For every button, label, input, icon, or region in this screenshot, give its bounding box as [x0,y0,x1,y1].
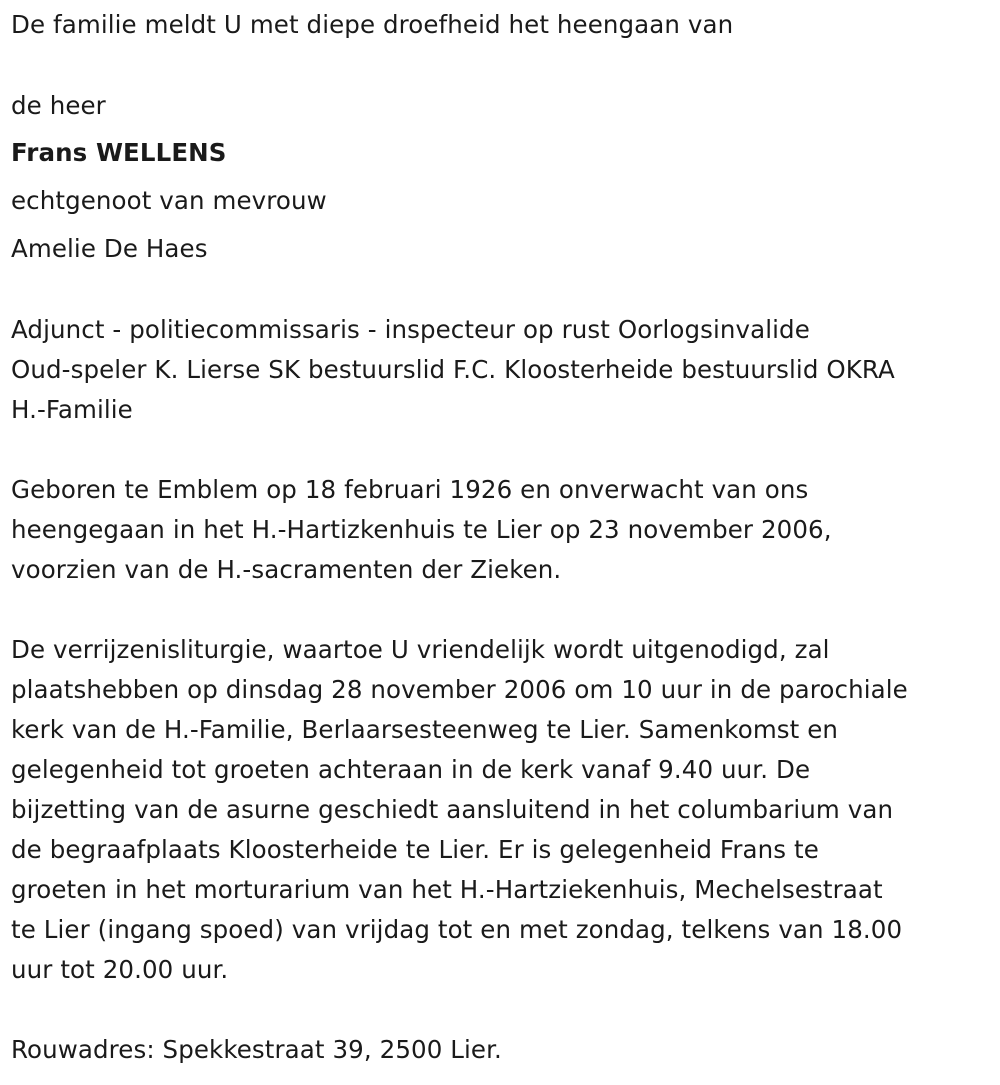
ceremony-line: te Lier (ingang spoed) van vrijdag tot en met zondag, telkens van 18.00 [11,915,903,944]
deceased-name: Frans WELLENS [11,138,227,167]
ceremony-line: groeten in het morturarium van het H.-Hartziekenhuis, Mechelsestraat [11,875,883,904]
ceremony-line: plaatshebben op dinsdag 28 november 2006 om 10 uur in de parochiale [11,675,908,704]
mourning-address: Rouwadres: Spekkestraat 39, 2500 Lier. [11,1035,502,1064]
ceremony-line: kerk van de H.-Familie, Berlaarsesteenweg te Lier. Samenkomst en [11,715,839,744]
spouse-name: Amelie De Haes [11,234,208,263]
titles-line: H.-Familie [11,395,133,424]
intro-text: De familie meldt U met diepe droefheid het heengaan van [11,10,734,39]
spouse-label: echtgenoot van mevrouw [11,186,327,215]
ceremony-line: gelegenheid tot groeten achteraan in de kerk vanaf 9.40 uur. De [11,755,811,784]
ceremony-line: de begraafplaats Kloosterheide te Lier. Er is gelegenheid Frans te [11,835,819,864]
titles-line: Oud-speler K. Lierse SK bestuurslid F.C. Kloosterheide bestuurslid OKRA [11,355,895,384]
birth-death-line: Geboren te Emblem op 18 februari 1926 en onverwacht van ons [11,475,809,504]
ceremony-line: bijzetting van de asurne geschiedt aansluitend in het columbarium van [11,795,894,824]
titles-line: Adjunct - politiecommissaris - inspecteur op rust Oorlogsinvalide [11,315,810,344]
birth-death-line: voorzien van de H.-sacramenten der Zieken. [11,555,562,584]
birth-death-line: heengegaan in het H.-Hartizkenhuis te Lier op 23 november 2006, [11,515,832,544]
ceremony-line: De verrijzenisliturgie, waartoe U vriendelijk wordt uitgenodigd, zal [11,635,830,664]
salutation: de heer [11,91,106,120]
ceremony-line: uur tot 20.00 uur. [11,955,229,984]
